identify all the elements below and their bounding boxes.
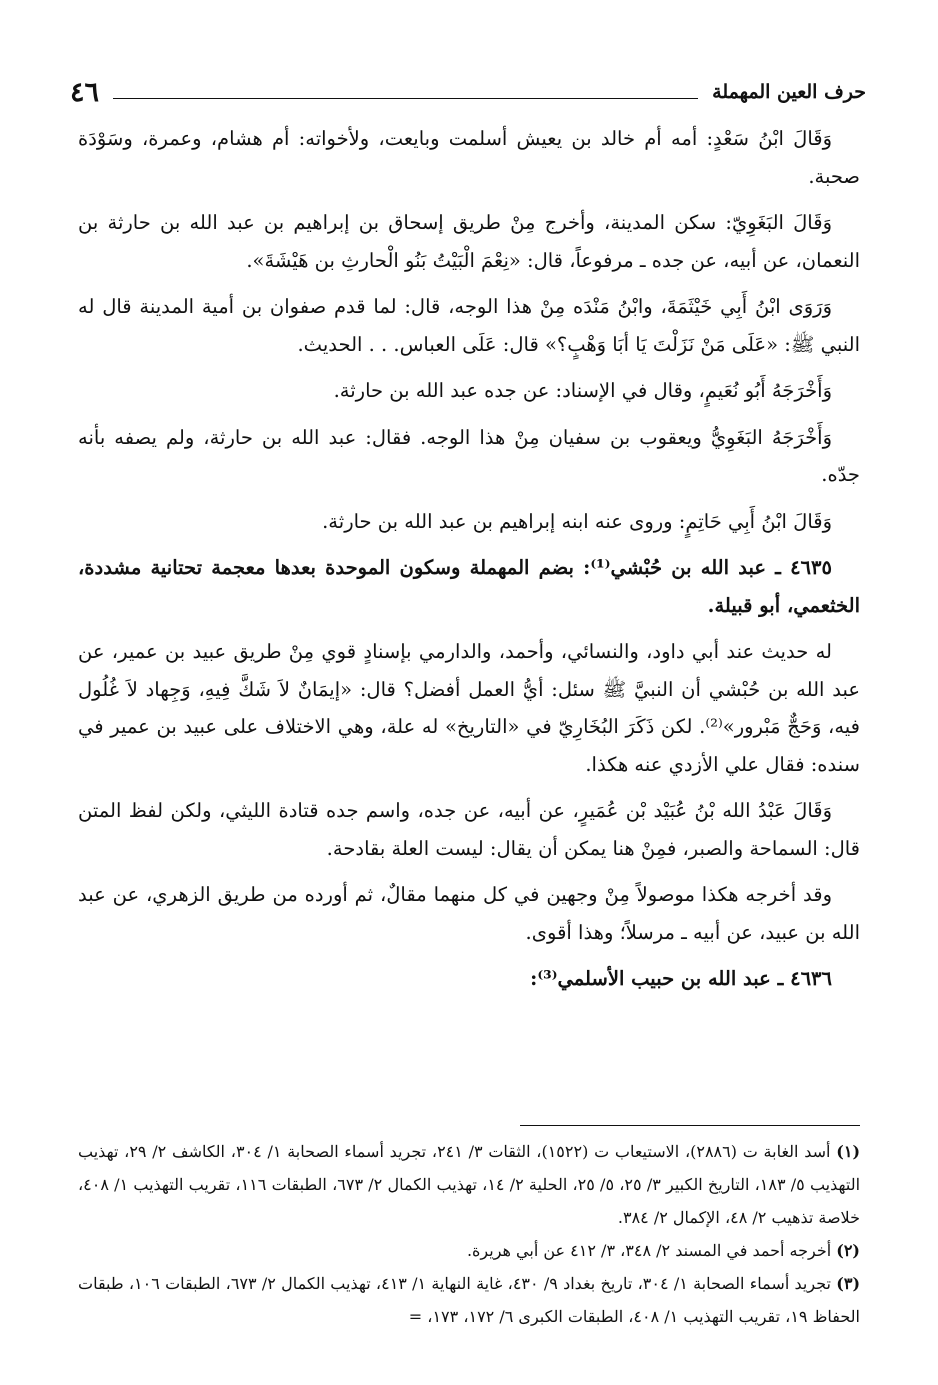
footnote-separator (520, 1125, 860, 1126)
paragraph: وَقَالَ عَبْدُ الله بْنُ عُبَيْد بْن عُمَيرٍ، عن أبيه، عن جده، واسم جده قتادة الليثي، ولكن لفظ المتن قال: السماحة والصبر، فمِنْ هنا يمكن أن يقال: ليست العلة بقادحة. (78, 799, 860, 860)
footnote-text: أخرجه أحمد في المسند ٢/ ٣٤٨، ٣/ ٤١٢ عن أبي هريرة. (466, 1241, 832, 1260)
entry-heading-4636: ٤٦٣٦ ـ عبد الله بن حبيب الأسلمي⁽³⁾: (530, 967, 832, 990)
paragraph: وَأَخْرَجَهُ أَبُو نُعَيمٍ، وقال في الإسناد: عن جده عبد الله بن حارثة. (333, 379, 832, 402)
paragraph: له حديث عند أبي داود، والنسائي، وأحمد، والدارمي بإسنادٍ قوي مِنْ طريق عبيد بن عمير، عن عبد الله بن حُبْشي أن النبيَّ ﷺ سئل: أيُّ العمل أفضل؟ قال: «إيمَانٌ لاَ شَكَّ فِيهِ، وَجِهاد لاَ غُلُول فيه، وَحَجٌّ مَبْرور»⁽²⁾. لكن ذَكَرَ البُخَارِيّ في «التاريخ» له علة، وهي الاختلاف على عبيد بن عمير في سنده: فقال علي الأزدي عنه هكذا. (78, 640, 860, 776)
header-rule (113, 98, 698, 99)
footnote-number: (١) (836, 1142, 861, 1161)
paragraph: وَقَالَ ابْنُ سَعْدٍ: أمه أم خالد بن يعيش أسلمت وبايعت، ولأخواته: أم هشام، وعمرة، وسَوْدَة صحبة. (78, 127, 860, 188)
footnote (78, 1135, 860, 1234)
running-title: حرف العين المهملة (712, 81, 866, 103)
footnote (78, 1234, 860, 1267)
footnote (78, 1267, 860, 1333)
entry-heading-4635: ٤٦٣٥ ـ عبد الله بن حُبْشي⁽¹⁾: بضم المهملة وسكون الموحدة بعدها معجمة تحتانية مشددة، الخثعمي، أبو قبيلة. (78, 556, 860, 617)
main-text (78, 120, 860, 1007)
paragraph: وقد أخرجه هكذا موصولاً مِنْ وجهين في كل منهما مقالٌ، ثم أورده من طريق الزهري، عن عبد الله بن عبيد، عن أبيه ـ مرسلاً؛ وهذا أقوى. (78, 883, 860, 944)
footnotes (78, 1135, 860, 1333)
footnote-number: (٢) (836, 1241, 860, 1260)
footnote-number: (٣) (836, 1274, 861, 1293)
paragraph: وَقَالَ البَغَوِيّ: سكن المدينة، وأخرج مِنْ طريق إسحاق بن إبراهيم بن عبد الله بن حارثة بن النعمان، عن أبيه، عن جده ـ مرفوعاً، قال: «نِعْمَ الْبَيْتُ بَنُو الْحارثِ بن هَيْشَةَ». (78, 211, 860, 272)
paragraph: وَأَخْرَجَهُ البَغَوِيُّ ويعقوب بن سفيان مِنْ هذا الوجه. فقال: عبد الله بن حارثة، ولم يصفه بأنه جدّه. (78, 425, 860, 486)
page-header (70, 72, 866, 112)
footnote-text: تجريد أسماء الصحابة ١/ ٣٠٤، تاريخ بغداد ٩/ ٤٣٠، غاية النهاية ١/ ٤١٣، تهذيب الكمال ٢/ ٦٧٣، الطبقات ١٠٦، طبقات الحفاظ ١٩، تقريب التهذيب ١/ ٤٠٨، الطبقات الكبرى ٦/ ١٧٢، ١٧٣، = (78, 1274, 860, 1326)
paragraph: وَرَوَى ابْنُ أَبِي خَيْثَمَةَ، وابْنُ مَنْدَه مِنْ هذا الوجه، قال: لما قدم صفوان بن أمية المدينة قال له النبي ﷺ: «عَلَى مَنْ نَزَلْتَ يَا أبَا وَهْبٍ؟» قال: عَلَى العباس. . . الحديث. (78, 295, 860, 356)
paragraph: وَقَالَ ابْنُ أَبِي حَاتِمٍ: وروى عنه ابنه إبراهيم بن عبد الله بن حارثة. (322, 509, 832, 533)
page-number: ٤٦ (70, 76, 100, 108)
footnote-text: أسد الغابة ت (٢٨٨٦)، الاستيعاب ت (١٥٢٢)، الثقات ٣/ ٢٤١، تجريد أسماء الصحابة ١/ ٣٠٤، الكاشف ٢/ ٢٩، تهذيب التهذيب ٥/ ١٨٣، التاريخ الكبير ٣/ ٢٥، ٥/ ٢٥، الحلية ٢/ ١٤، تهذيب الكمال ٢/ ٦٧٣، الطبقات ١١٦، تقريب التهذيب ١/ ٤٠٨، خلاصة تذهيب ٢/ ٤٨، الإكمال ٢/ ٣٨٤. (78, 1142, 861, 1227)
